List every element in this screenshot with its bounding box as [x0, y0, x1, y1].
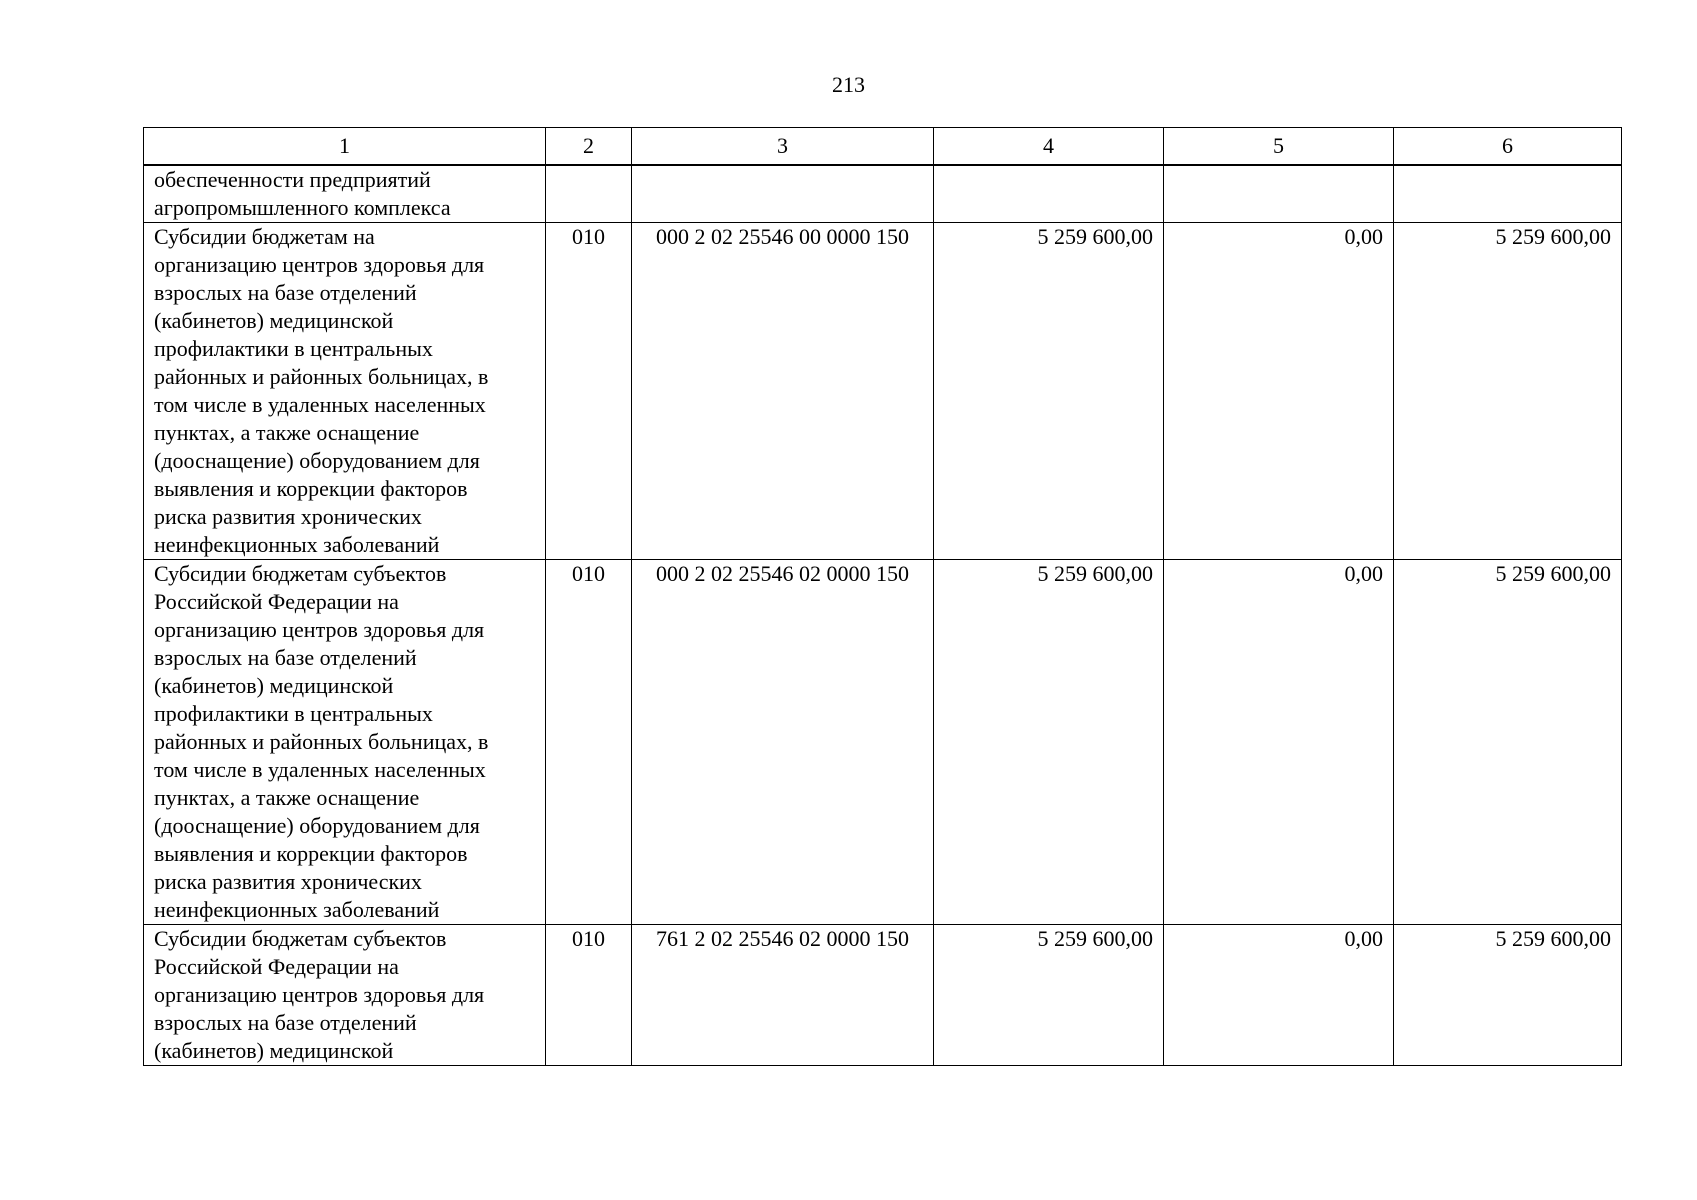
row-col4-cell: 5 259 600,00 [934, 560, 1164, 925]
row-name-cell [144, 223, 546, 560]
budget-table [143, 127, 1622, 1066]
row-name-text: Субсидии бюджетам субъектов Российской Федерации на организацию центров здоровья для взрослых на базе отделений (кабинетов) медицинской [154, 926, 485, 1063]
column-header-6: 6 [1394, 128, 1622, 166]
row-code-cell: 010 [546, 223, 632, 560]
row-col5-cell: 0,00 [1164, 223, 1394, 560]
row-code-cell [546, 165, 632, 223]
table-row [144, 560, 1622, 925]
column-header-3: 3 [632, 128, 934, 166]
column-header-5: 5 [1164, 128, 1394, 166]
row-col5-cell: 0,00 [1164, 925, 1394, 1066]
table-header-row [144, 128, 1622, 166]
column-header-4: 4 [934, 128, 1164, 166]
column-header-1: 1 [144, 128, 546, 166]
row-col4-cell: 5 259 600,00 [934, 223, 1164, 560]
row-col6-cell: 5 259 600,00 [1394, 223, 1622, 560]
row-name-cell [144, 560, 546, 925]
table-row [144, 223, 1622, 560]
row-col6-cell [1394, 165, 1622, 223]
row-code-cell: 010 [546, 925, 632, 1066]
row-name-cell [144, 925, 546, 1066]
row-code-cell: 010 [546, 560, 632, 925]
row-col6-cell: 5 259 600,00 [1394, 560, 1622, 925]
row-name-text: обеспеченности предприятий агропромышленного комплекса [154, 167, 451, 220]
page-number: 213 [832, 72, 865, 97]
row-name-cell [144, 165, 546, 223]
table-row [144, 925, 1622, 1066]
row-col5-cell [1164, 165, 1394, 223]
row-kbk-cell: 000 2 02 25546 02 0000 150 [632, 560, 934, 925]
row-kbk-cell: 000 2 02 25546 00 0000 150 [632, 223, 934, 560]
row-name-text: Субсидии бюджетам на организацию центров здоровья для взрослых на базе отделений (кабинетов) медицинской профилактики в центральных районных и районных больницах, в том числе в удаленных населенных пунктах, а также оснащение (дооснащение) оборудованием для выявления и коррекции факторов риска развития хронических неинфекционных заболеваний [154, 224, 489, 557]
row-col4-cell [934, 165, 1164, 223]
table-row [144, 165, 1622, 223]
row-kbk-cell [632, 165, 934, 223]
row-col5-cell: 0,00 [1164, 560, 1394, 925]
row-kbk-cell: 761 2 02 25546 02 0000 150 [632, 925, 934, 1066]
row-name-text: Субсидии бюджетам субъектов Российской Федерации на организацию центров здоровья для взрослых на базе отделений (кабинетов) медицинской профилактики в центральных районных и районных больницах, в том числе в удаленных населенных пунктах, а также оснащение (дооснащение) оборудованием для выявления и коррекции факторов риска развития хронических неинфекционных заболеваний [154, 561, 489, 922]
column-header-2: 2 [546, 128, 632, 166]
row-col4-cell: 5 259 600,00 [934, 925, 1164, 1066]
row-col6-cell: 5 259 600,00 [1394, 925, 1622, 1066]
